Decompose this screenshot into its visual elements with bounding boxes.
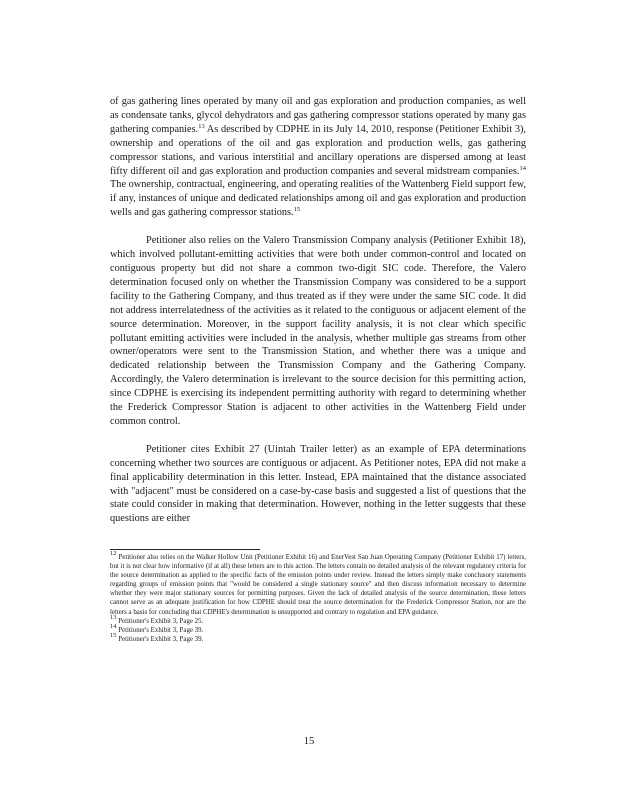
footnote-number: 14 <box>110 622 117 630</box>
footnote-ref-15: 15 <box>293 206 301 214</box>
body-text <box>110 95 526 540</box>
footnotes <box>110 549 526 644</box>
footnote-text: Petitioner's Exhibit 3, Page 25. <box>116 617 204 625</box>
footnote-ref-14: 14 <box>519 164 526 172</box>
footnote-number: 12 <box>110 550 117 557</box>
footnote-12 <box>110 550 526 617</box>
paragraph-1-part-c: The ownership, contractual, engineering, and operating realities of the Wattenberg Field support few, if any, instances of unique and dedicated relationships among oil and gas exploration and production wells and gas gathering compressor stations. <box>110 179 526 219</box>
paragraph-1 <box>110 95 526 220</box>
footnote-text: Petitioner's Exhibit 3, Page 39. <box>116 626 204 634</box>
paragraph-3: Petitioner cites Exhibit 27 (Uintah Trailer letter) as an example of EPA determinations concerning whether two sources are contiguous or adjacent. As Petitioner notes, EPA did not make a final applicability determination in this letter. Instead, EPA maintained that the distance associated with "adjacent" must be considered on a case-by-case basis and suggested a list of questions that the state could consider in making that determination. However, nothing in the letter suggests that these questions are either <box>110 443 526 525</box>
footnote-15 <box>110 631 526 644</box>
footnote-text: Petitioner also relies on the Walker Hollow Unit (Petitioner Exhibit 16) and EnerVest San Juan Operating Company (Petitioner Exhibit 17) letters, but it is not clear how informative (if at all) these letters are to this action. The letters contain no detailed analysis of the relevant regulatory criteria for the source determination as applied to the specific facts of the emission points under review. Instead the letters simply make conclusory statements regarding groups of emission points that "would be considered a single stationary source" and then discuss information necessary to determine whether they were major stationary sources for permitting purposes. Given the lack of detailed analysis of the source determination, these letters cannot serve as an adequate justification for how CDPHE should treat the source determination for the Frederick Compressor Station, nor are the letters a basis for concluding that CDPHE's determination is unsupported and contrary to regulation and EPA guidance. <box>110 554 526 616</box>
paragraph-1-part-a: of gas gathering lines operated by many oil and gas exploration and production companies, as well as condensate tanks, glycol dehydrators and gas gathering compressor stations operated by many gas gathering companies. <box>110 96 526 135</box>
paragraph-1-part-b: As described by CDPHE in its July 14, 2010, response (Petitioner Exhibit 3), ownership and operations of the oil and gas exploration and production wells, gas gathering compressor stations, and various interstitial and ancillary operations are dispersed among at least fifty different oil and gas exploration and production companies and several midstream companies. <box>110 123 526 177</box>
footnote-14 <box>110 622 526 635</box>
footnote-separator <box>110 549 260 550</box>
footnote-text: Petitioner's Exhibit 3, Page 39. <box>116 635 204 643</box>
page-number: 15 <box>303 736 315 747</box>
footnote-number: 15 <box>110 631 117 639</box>
footnote-13 <box>110 613 526 626</box>
footnote-number: 13 <box>110 613 117 621</box>
paragraph-2: Petitioner also relies on the Valero Transmission Company analysis (Petitioner Exhibit 18), which involved pollutant-emitting activities that were both under common-control and located on contiguous property but did not share a common two-digit SIC code. Therefore, the Valero determination focused only on whether the Transmission Company was considered to be a support facility to the Gathering Company, and thus treated as if they were under the same SIC code. It did not address interrelatedness of the activities as it related to the contiguous or adjacent element of the source determination. Moreover, in the support facility analysis, it is not clear which specific pollutant emitting activities were included in the analysis, whether multiple gas streams from other owner/operators were sent to the Transmission Station, and whether there was a unique and dedicated relationship between the Transmission Company and the Gathering Company. Accordingly, the Valero determination is irrelevant to the source decision for this permitting action, since CDPHE is exercising its independent permitting authority with regard to determining whether the Frederick Compressor Station is adjacent to other activities in the Wattenberg Field under common control. <box>110 235 526 427</box>
footnote-ref-13: 13 <box>198 122 205 130</box>
